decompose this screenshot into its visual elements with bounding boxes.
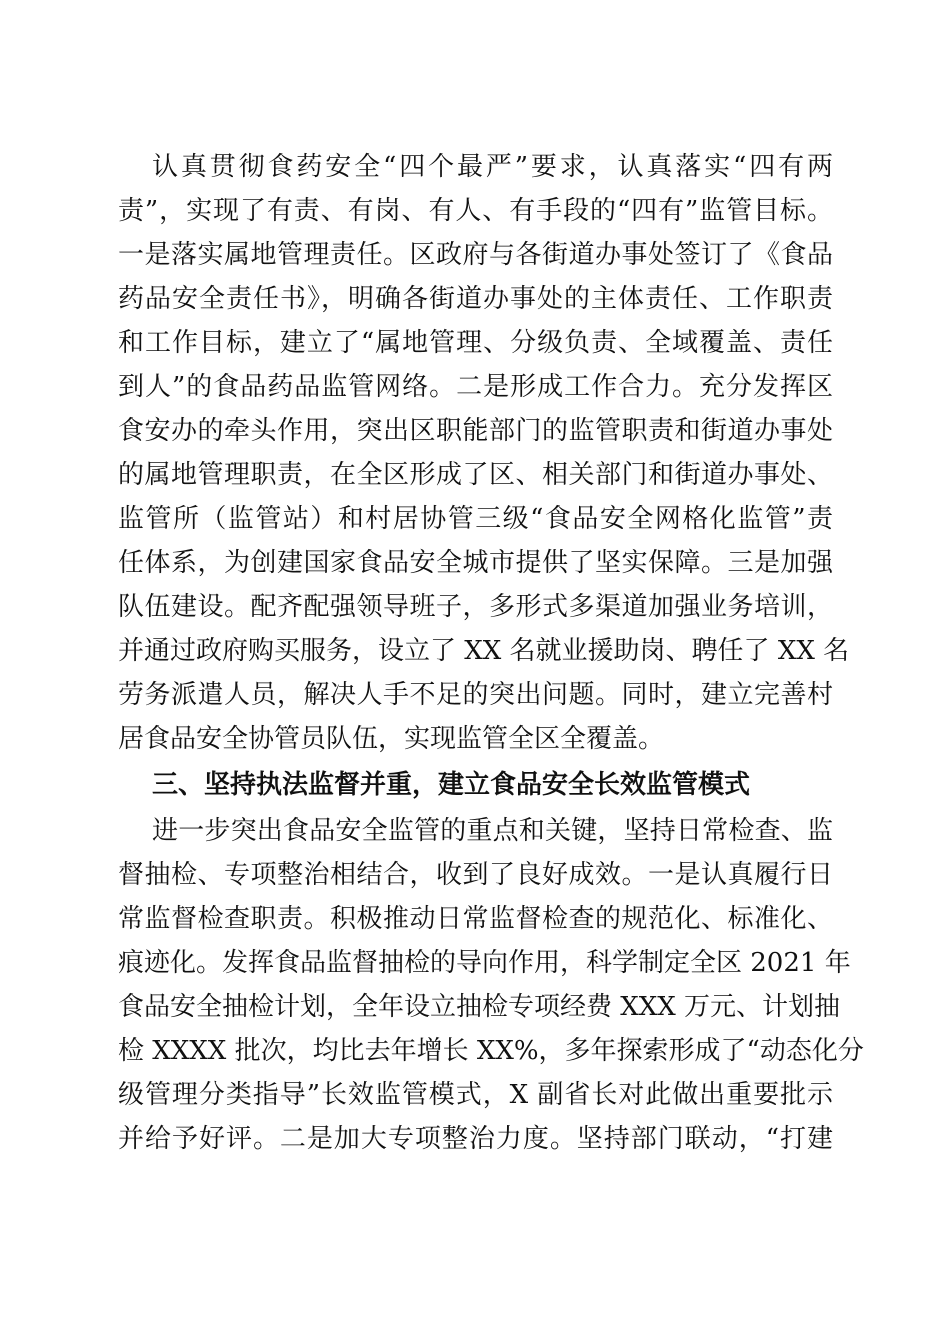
section-heading: 三、坚持执法监督并重，建立食品安全长效监管模式	[152, 770, 751, 800]
paragraph-2-line-8: 并给予好评。二是加大专项整治力度。坚持部门联动，“打建	[118, 1124, 833, 1154]
paragraph-1-line-10: 任体系，为创建国家食品安全城市提供了坚实保障。三是加强	[118, 548, 833, 578]
paragraph-1-line-12: 并通过政府购买服务，设立了 XX 名就业援助岗、聘任了 XX 名	[118, 636, 850, 666]
paragraph-1-line-1: 认真贯彻食药安全“四个最严”要求，认真落实“四有两	[152, 152, 833, 182]
paragraph-1-line-3: 一是落实属地管理责任。区政府与各街道办事处签订了《食品	[118, 240, 833, 270]
paragraph-1-line-6: 到人”的食品药品监管网络。二是形成工作合力。充分发挥区	[118, 372, 833, 402]
paragraph-1-line-4: 药品安全责任书》，明确各街道办事处的主体责任、工作职责	[118, 284, 833, 314]
paragraph-2-line-3: 常监督检查职责。积极推动日常监督检查的规范化、标准化、	[118, 904, 833, 934]
paragraph-1-line-13: 劳务派遣人员，解决人手不足的突出问题。同时，建立完善村	[118, 680, 833, 710]
paragraph-1-line-14: 居食品安全协管员队伍，实现监管全区全覆盖。	[118, 724, 665, 754]
paragraph-1-line-7: 食安办的牵头作用，突出区职能部门的监管职责和街道办事处	[118, 416, 833, 446]
paragraph-1-line-8: 的属地管理职责，在全区形成了区、相关部门和街道办事处、	[118, 460, 833, 490]
paragraph-2-line-6: 检 XXXX 批次，均比去年增长 XX%，多年探索形成了“动态化分	[118, 1036, 864, 1066]
paragraph-2-line-4: 痕迹化。发挥食品监督抽检的导向作用，科学制定全区 2021 年	[118, 948, 851, 978]
paragraph-1-line-2: 责”，实现了有责、有岗、有人、有手段的“四有”监管目标。	[118, 196, 833, 226]
paragraph-1-line-11: 队伍建设。配齐配强领导班子，多形式多渠道加强业务培训，	[118, 592, 833, 622]
paragraph-2-line-5: 食品安全抽检计划，全年设立抽检专项经费 XXX 万元、计划抽	[118, 992, 841, 1022]
paragraph-2-line-2: 督抽检、专项整治相结合，收到了良好成效。一是认真履行日	[118, 860, 833, 890]
paragraph-2-line-1: 进一步突出食品安全监管的重点和关键，坚持日常检查、监	[152, 816, 833, 846]
paragraph-1-line-5: 和工作目标，建立了“属地管理、分级负责、全域覆盖、责任	[118, 328, 833, 358]
paragraph-1-line-9: 监管所（监管站）和村居协管三级“食品安全网格化监管”责	[118, 504, 833, 534]
paragraph-2-line-7: 级管理分类指导”长效监管模式，X 副省长对此做出重要批示	[118, 1080, 833, 1110]
